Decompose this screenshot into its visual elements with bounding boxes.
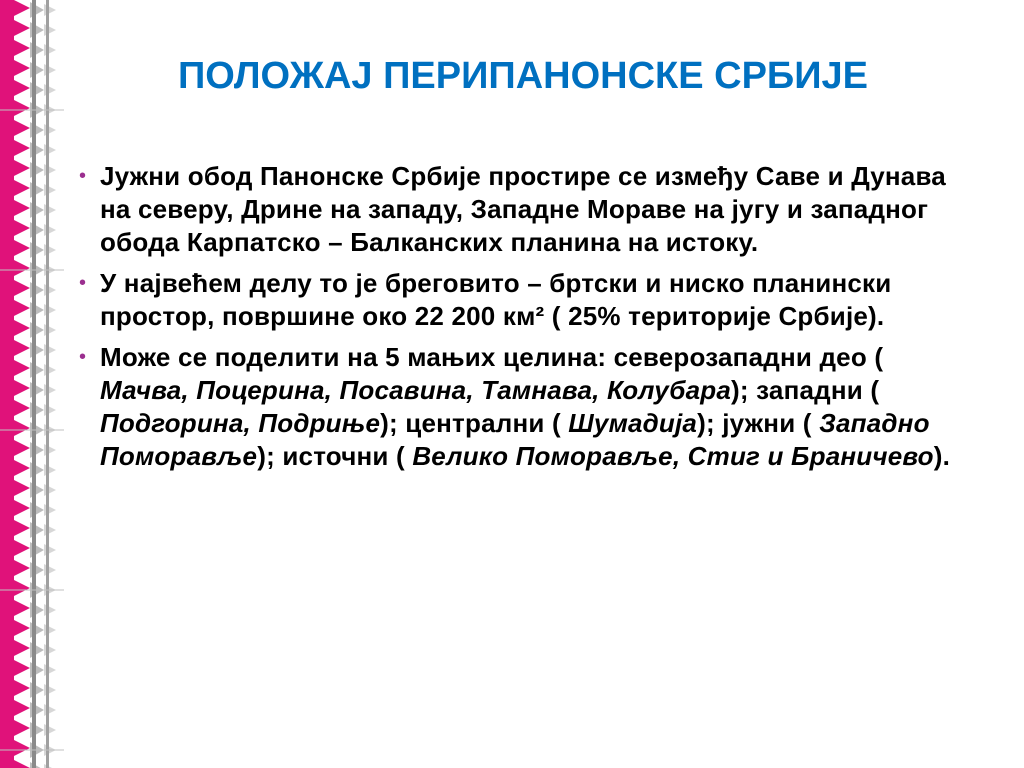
decorative-strip (0, 0, 64, 768)
bullet-text (100, 160, 976, 259)
bullet-item (56, 341, 976, 473)
bullet-text-segment: ); централни ( (380, 408, 569, 438)
bullet-marker: • (78, 165, 86, 187)
italic-region-name: Мачва, Поцерина, Посавина, Тамнава, Колубара (100, 375, 731, 405)
bullet-text-segment: Може се поделити на 5 мањих целина: северозападни део ( (100, 342, 884, 372)
bullet-text-segment: ); источни ( (257, 441, 413, 471)
bullet-marker: • (78, 346, 86, 368)
bullet-item (56, 267, 976, 333)
bullet-text-segment: ); западни ( (731, 375, 880, 405)
bullet-text-segment: ); јужни ( (697, 408, 820, 438)
bullet-item (56, 160, 976, 259)
italic-region-name: Подгорина, Подриње (100, 408, 381, 438)
bullet-list (56, 160, 976, 481)
bullet-text-segment: ). (933, 441, 951, 471)
bullet-text-segment: У највећем делу то је бреговито – бртски и ниско планински простор, површине око 22 200 км² ( 25% територије Србије). (100, 268, 892, 331)
italic-region-name: Велико Поморавље, Стиг и Браничево (412, 441, 934, 471)
bullet-text (100, 267, 976, 333)
bullet-text-segment: Јужни обод Панонске Србије простире се између Саве и Дунава на северу, Дрине на западу, Западне Мораве на југу и западног обода Карпатско – Балканских планина на истоку. (100, 161, 946, 257)
bullet-text (100, 341, 976, 473)
bullet-marker: • (78, 272, 86, 294)
slide-title: ПОЛОЖАЈ ПЕРИПАНОНСКЕ СРБИЈЕ (177, 55, 869, 97)
italic-region-name: Шумадија (568, 408, 698, 438)
italic-region-name: Западно Поморавље (100, 408, 930, 471)
